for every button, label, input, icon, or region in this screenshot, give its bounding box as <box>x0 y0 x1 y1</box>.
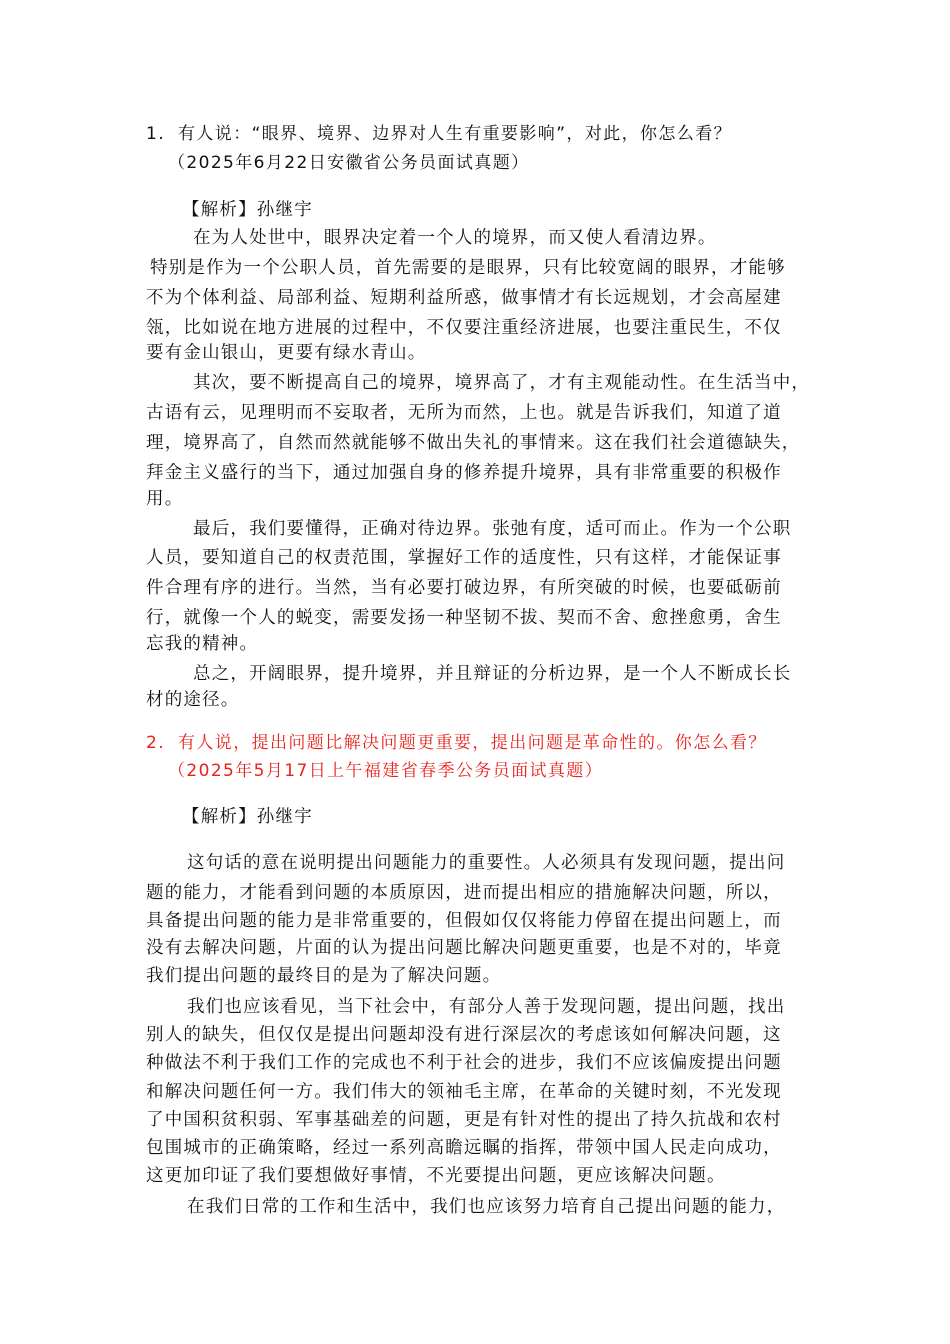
q1-paragraph-line: 特别是作为一个公职人员，首先需要的是眼界，只有比较宽阔的眼界，才能够 <box>150 258 786 278</box>
q2-paragraph-line: 包围城市的正确策略，经过一系列高瞻远瞩的指挥，带领中国人民走向成功， <box>146 1138 782 1158</box>
q1-paragraph-line: 古语有云，见理明而不妄取者，无所为而然，上也。就是告诉我们，知道了道 <box>146 403 782 423</box>
q1-paragraph-line: 材的途径。 <box>146 690 240 710</box>
q1-paragraph-line: 最后，我们要懂得，正确对待边界。张弛有度，适可而止。作为一个公职 <box>193 519 792 539</box>
q1-paragraph-line: 其次，要不断提高自己的境界，境界高了，才有主观能动性。在生活当中， <box>193 373 811 393</box>
q1-paragraph-line: 理，境界高了，自然而然就能够不做出失礼的事情来。这在我们社会道德缺失， <box>146 433 801 453</box>
q1-paragraph-line: 人员，要知道自己的权责范围，掌握好工作的适度性，只有这样，才能保证事 <box>146 548 782 568</box>
q1-title: 有人说：“眼界、境界、边界对人生有重要影响”，对此，你怎么看？ <box>178 124 733 144</box>
q2-title: 有人说，提出问题比解决问题更重要，提出问题是革命性的。你怎么看？ <box>178 733 767 753</box>
q2-paragraph-line: 在我们日常的工作和生活中，我们也应该努力培育自己提出问题的能力， <box>187 1197 786 1217</box>
q2-paragraph-line: 和解决问题任何一方。我们伟大的领袖毛主席，在革命的关键时刻，不光发现 <box>146 1082 782 1102</box>
q2-paragraph-line: 具备提出问题的能力是非常重要的，但假如仅仅将能力停留在提出问题上，而 <box>146 911 782 931</box>
q1-paragraph-line: 用。 <box>146 489 184 509</box>
q1-paragraph-line: 件合理有序的进行。当然，当有必要打破边界，有所突破的时候，也要砥砺前 <box>146 578 782 598</box>
q2-paragraph-line: 这句话的意在说明提出问题能力的重要性。人必须具有发现问题，提出问 <box>187 853 786 873</box>
q1-paragraph-line: 在为人处世中，眼界决定着一个人的境界，而又使人看清边界。 <box>193 228 717 248</box>
q1-paragraph-line: 不为个体利益、局部利益、短期利益所惑，做事情才有长远规划，才会高屋建 <box>146 288 782 308</box>
q1-number: 1. <box>146 124 166 144</box>
q2-paragraph-line: 没有去解决问题，片面的认为提出问题比解决问题更重要，也是不对的，毕竟 <box>146 938 782 958</box>
q2-paragraph-line: 了中国积贫积弱、军事基础差的问题，更是有针对性的提出了持久抗战和农村 <box>146 1110 782 1130</box>
q1-source: （2025年6月22日安徽省公务员面试真题） <box>168 153 530 173</box>
q1-paragraph-line: 总之，开阔眼界，提升境界，并且辩证的分析边界，是一个人不断成长长 <box>193 664 792 684</box>
q2-source: （2025年5月17日上午福建省春季公务员面试真题） <box>168 761 604 781</box>
q2-paragraph-line: 题的能力，才能看到问题的本质原因，进而提出相应的措施解决问题，所以， <box>146 883 782 903</box>
q1-paragraph-line: 忘我的精神。 <box>146 634 259 654</box>
q2-paragraph-line: 我们提出问题的最终目的是为了解决问题。 <box>146 966 502 986</box>
q1-analysis-heading: 【解析】孙继宇 <box>182 200 313 220</box>
q1-paragraph-line: 拜金主义盛行的当下，通过加强自身的修养提升境界，具有非常重要的积极作 <box>146 463 782 483</box>
q2-number: 2. <box>146 733 166 753</box>
q1-paragraph-line: 行，就像一个人的蜕变，需要发扬一种坚韧不拔、契而不舍、愈挫愈勇，舍生 <box>146 608 782 628</box>
q1-paragraph-line: 要有金山银山，更要有绿水青山。 <box>146 343 427 363</box>
q2-paragraph-line: 别人的缺失，但仅仅是提出问题却没有进行深层次的考虑该如何解决问题，这 <box>146 1025 782 1045</box>
q2-paragraph-line: 我们也应该看见，当下社会中，有部分人善于发现问题，提出问题，找出 <box>187 997 786 1017</box>
q2-analysis-heading: 【解析】孙继宇 <box>182 807 313 827</box>
q2-paragraph-line: 这更加印证了我们要想做好事情，不光要提出问题，更应该解决问题。 <box>146 1166 726 1186</box>
q2-paragraph-line: 种做法不利于我们工作的完成也不利于社会的进步，我们不应该偏废提出问题 <box>146 1053 782 1073</box>
q1-paragraph-line: 瓴，比如说在地方进展的过程中，不仅要注重经济进展，也要注重民生，不仅 <box>146 318 782 338</box>
